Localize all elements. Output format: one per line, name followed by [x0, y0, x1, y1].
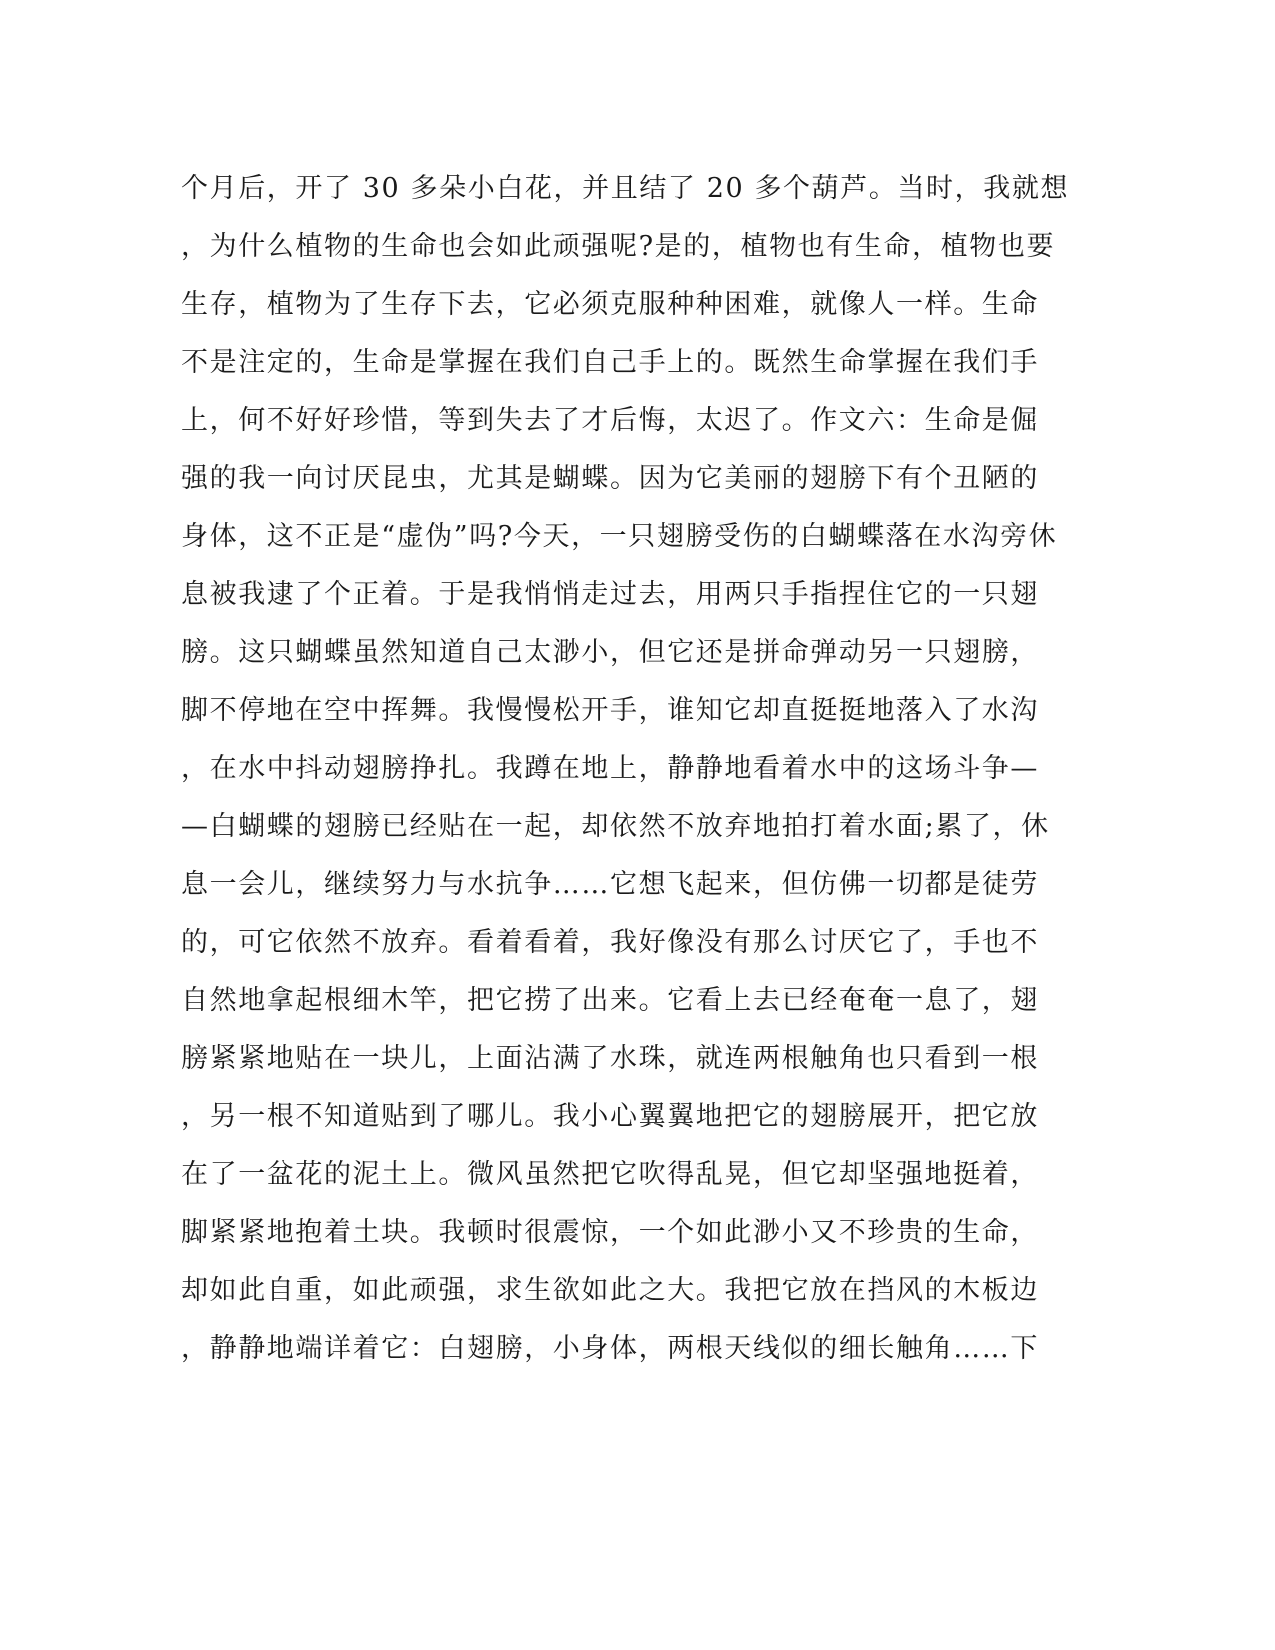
text-line: 强的我一向讨厌昆虫，尤其是蝴蝶。因为它美丽的翅膀下有个丑陋的 [181, 463, 1039, 494]
text-line: 在了一盆花的泥土上。微风虽然把它吹得乱晃，但它却坚强地挺着， [181, 1159, 1039, 1190]
text-line: ，静静地端详着它：白翅膀，小身体，两根天线似的细长触角……下 [181, 1333, 1039, 1364]
text-line: 脚紧紧地抱着土块。我顿时很震惊，一个如此渺小又不珍贵的生命， [181, 1217, 1039, 1248]
text-line: 个月后，开了 30 多朵小白花，并且结了 20 多个葫芦。当时，我就想 [181, 173, 1070, 204]
text-line: ，另一根不知道贴到了哪儿。我小心翼翼地把它的翅膀展开，把它放 [181, 1101, 1039, 1132]
text-line: 不是注定的，生命是掌握在我们自己手上的。既然生命掌握在我们手 [181, 347, 1039, 378]
text-line: 脚不停地在空中挥舞。我慢慢松开手，谁知它却直挺挺地落入了水沟 [181, 695, 1039, 726]
text-line: 身体，这不正是“虚伪”吗?今天，一只翅膀受伤的白蝴蝶落在水沟旁休 [181, 521, 1058, 552]
text-line: 息被我逮了个正着。于是我悄悄走过去，用两只手指捏住它的一只翅 [181, 579, 1039, 610]
text-line: 上，何不好好珍惜，等到失去了才后悔，太迟了。作文六：生命是倔 [181, 405, 1039, 436]
text-line: —白蝴蝶的翅膀已经贴在一起，却依然不放弃地拍打着水面;累了，休 [181, 811, 1050, 842]
text-line: 息一会儿，继续努力与水抗争……它想飞起来，但仿佛一切都是徒劳 [181, 869, 1039, 900]
text-line: 自然地拿起根细木竿，把它捞了出来。它看上去已经奄奄一息了，翅 [181, 985, 1039, 1016]
text-line: 却如此自重，如此顽强，求生欲如此之大。我把它放在挡风的木板边 [181, 1275, 1039, 1306]
body-text [181, 160, 1070, 1378]
text-line: 的，可它依然不放弃。看着看着，我好像没有那么讨厌它了，手也不 [181, 927, 1039, 958]
text-line: 膀。这只蝴蝶虽然知道自己太渺小，但它还是拼命弹动另一只翅膀， [181, 637, 1039, 668]
text-line: ，在水中抖动翅膀挣扎。我蹲在地上，静静地看着水中的这场斗争— [181, 753, 1039, 784]
text-line: ，为什么植物的生命也会如此顽强呢?是的，植物也有生命，植物也要 [181, 231, 1056, 262]
text-line: 生存，植物为了生存下去，它必须克服种种困难，就像人一样。生命 [181, 289, 1039, 320]
text-line: 膀紧紧地贴在一块儿，上面沾满了水珠，就连两根触角也只看到一根 [181, 1043, 1039, 1074]
